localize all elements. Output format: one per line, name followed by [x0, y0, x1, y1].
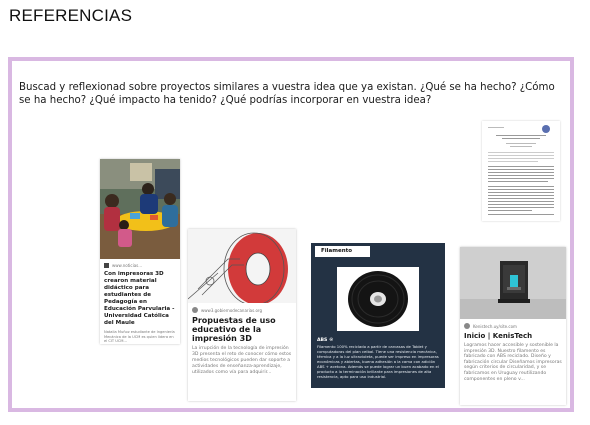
card-title[interactable]: Con impresoras 3D crearon material didáctico para estudiantes de Pedagogía en Educación Parvularia - Universidad Católica del Maule	[104, 271, 175, 326]
3d-printer-photo	[460, 247, 566, 319]
document-thumbnail[interactable]	[482, 121, 560, 221]
card-source: www.noticias...	[112, 263, 143, 268]
reference-card-filamento[interactable]	[311, 243, 445, 388]
reference-card-ucm[interactable]	[100, 159, 180, 344]
references-frame	[8, 57, 574, 412]
card-source: www3.gobiernodecanarias.org	[201, 307, 263, 313]
reference-card-kenistech[interactable]	[460, 247, 566, 405]
website-globe-icon	[464, 323, 470, 329]
prompt-text: Buscad y reflexionad sobre proyectos similares a vuestra idea que ya existan. ¿Qué se ha hecho? ¿Cómo se ha hecho? ¿Qué impacto ha tenido? ¿Qué podrías incorporar en vuestra idea?	[19, 82, 555, 106]
card-title[interactable]: Propuestas de uso educativo de la impresión 3D	[192, 316, 276, 343]
filament-spool-sketch	[188, 229, 296, 303]
card-title[interactable]: Inicio | KenisTech	[464, 332, 533, 340]
product-label: ABS ®	[317, 338, 334, 343]
website-favicon-icon	[104, 263, 109, 268]
card-description: Logramos hacer accesible y sostenible la impresión 3D. Nuestro filamento es fabricado con ABS reciclado. Diseño y fabricación circular Diseñamos impresoras según criterios de circularidad, y se fabricamos en Uruguay reutilizando componentes en pleno v...	[464, 343, 562, 382]
page-title: REFERENCIAS	[9, 6, 133, 25]
card-source: Kenistech.uy/site.com	[473, 323, 517, 329]
classroom-photo	[100, 159, 180, 259]
filament-spool-photo	[337, 267, 419, 331]
reference-card-canarias[interactable]	[188, 229, 296, 401]
product-description: Filamento 100% reciclado a partir de carcasas de Tablet y computadoras del plan ceibal. Tiene una resistencia mecánica, térmica y a la luz ultravioleta, puede ser impreso en impresoras económicas y abiertas, buena adhesión a la cama con adición ABS + acetona. Además se puede lograr un buen acabado en el producto a la terminación brillante para impresiones de alta resistencia, apto para uso industrial.	[317, 344, 439, 379]
category-tag: Filamento	[315, 246, 370, 257]
card-description: La irrupción de la tecnología de impresión 3D presenta el reto de conocer cómo estos medios tecnológicos pueden dar soporte a actividades de enseñanza-aprendizaje, utilizados como vía para adquirir...	[192, 346, 292, 375]
website-globe-icon	[192, 307, 198, 313]
card-description: Natalia Muñoz estudiante de Ingeniería Mecánica de la UCM es quien lidera en el CIT UCM...	[104, 330, 175, 344]
